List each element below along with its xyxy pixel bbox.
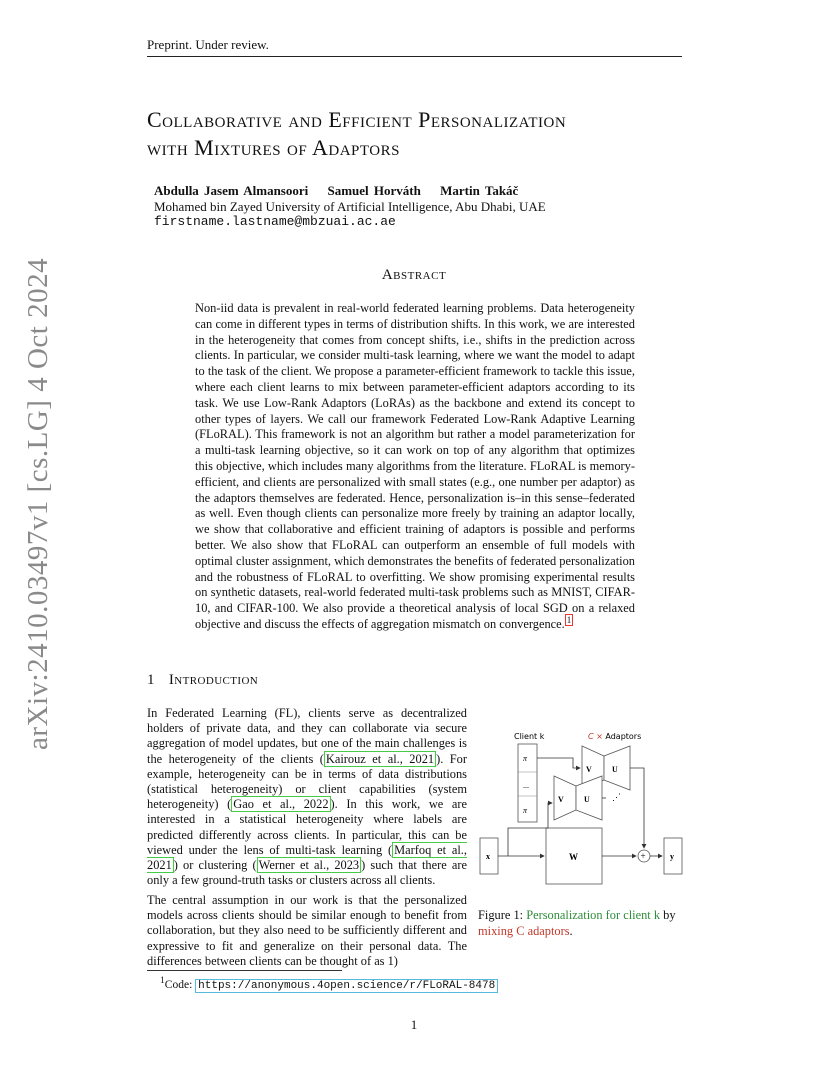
adaptor-dots: ⋰	[612, 792, 621, 802]
u-1-label: U	[584, 795, 590, 804]
client-label	[514, 732, 545, 741]
footnote-mark: 1	[160, 975, 165, 986]
intro-text-d: ) or clustering (	[173, 858, 257, 873]
author-list	[154, 183, 532, 199]
x-label: x	[486, 852, 490, 861]
running-header: Preprint. Under review.	[147, 37, 682, 57]
abstract-heading: Abstract	[381, 267, 447, 283]
footnote-link[interactable]: 1	[566, 614, 572, 625]
plus-label: +	[640, 851, 646, 861]
code-url-link[interactable]: https://anonymous.4open.science/r/FLoRAL-8478	[195, 979, 498, 993]
arxiv-stamp: arXiv:2410.03497v1 [cs.LG] 4 Oct 2024	[22, 257, 54, 750]
affiliation: Mohamed bin Zayed University of Artificial Intelligence, Abu Dhabi, UAE	[154, 199, 546, 214]
citation-marfoq[interactable]: Marfoq et al., 2021	[147, 842, 467, 873]
title-line-2: with Mixtures of Adaptors	[147, 135, 400, 160]
intro-text-b: ). For example, heterogeneity can be in terms of data distributions (statistical heterogeneity) or client capabilities (system heterogeneity) (	[147, 751, 468, 812]
abstract-text: Non-iid data is prevalent in real-world federated learning problems. Data heterogeneity can come in different types in terms of distribution shifts. In this work, we are interested in the heterogeneity that comes from concept shifts, i.e., shifts in the prediction across clients. In particular, we consider multi-task learning, where we want the model to adapt to the task of the client. We propose a parameter-efficient framework to tackle this issue, where each client learns to mix between parameter-efficient adaptors according to its task. We use Low-Rank Adaptors (LoRAs) as the backbone and extend its concept to other types of layers. We call our framework Federated Low-Rank Adaptive Learning (FLoRAL). This framework is not an algorithm but rather a model parameterization for a multi-task learning objective, so it can work on top of any algorithm that optimizes this objective, which includes many algorithms from the literature. FLoRAL is memory-efficient, and clients are personalized with small states (e.g., one number per adaptor) as the adaptors themselves are federated. Hence, personalization is–in this sense–federated as well. Even though clients can personalize more freely by training an adaptor locally, we show that collaborative and efficient training of adaptors is possible and performs better. We also show that FLoRAL can outperform an ensemble of full models with optimal cluster assignment, which demonstrates the benefits of federated personalization and the robustness of FLoRAL to overfitting. We show promising experimental results on synthetic datasets, real-world federated multi-task problems such as MNIST, CIFAR-10, and CIFAR-100. We also provide a theoretical analysis of local SGD on a relaxed objective and discuss the effects of aggregation mismatch on convergence.	[195, 301, 635, 631]
caption-mid: by	[660, 908, 676, 922]
intro-paragraph-2: The central assumption in our work is that the personalized models across clients should be similar enough to benefit from collaboration, but they also need to be sufficiently different and expressive to fit and generalize on their personal data. The differences between clients can be thought of as 1)	[147, 893, 467, 968]
figure-caption	[478, 908, 698, 939]
paper-title	[147, 106, 707, 162]
pi-dots: ...	[523, 781, 529, 790]
title-line-1: Collaborative and Efficient Personalization	[147, 107, 567, 132]
author-3: Martin Takáč	[440, 183, 519, 198]
adaptors-label: C × Adaptors	[588, 732, 642, 741]
intro-text-e: ) such that there are only a few ground-truth tasks or clusters across all clients.	[147, 858, 467, 888]
citation-gao[interactable]: Gao et al., 2022	[233, 797, 329, 812]
author-email: firstname.lastname@mbzuai.ac.ae	[154, 214, 396, 229]
caption-suffix: .	[569, 923, 573, 938]
caption-green: Personalization for client k	[526, 908, 661, 922]
pi-1-label: π	[523, 806, 528, 815]
v-1-label: V	[558, 795, 564, 804]
page-number: 1	[410, 1017, 418, 1032]
section-title: Introduction	[168, 672, 259, 688]
footnote	[160, 975, 498, 992]
client-label-text: Client k	[514, 732, 545, 741]
intro-text-c: ). In this work, we are interested in a statistical heterogeneity where labels are predicted differently across clients. In particular, this can be viewed under the lens of multi-task learning (	[147, 797, 468, 857]
intro-text-a: In Federated Learning (FL), clients serve as decentralized holders of private data, and they can collaborate via secure aggregation of model updates, but one of the main challenges is the heterogeneity of the clients (	[147, 706, 467, 766]
section-heading	[147, 672, 258, 689]
w-label: W	[569, 852, 578, 862]
caption-red: mixing C adaptors	[478, 923, 570, 938]
pi-c-label: π	[523, 754, 528, 763]
u-c-label: U	[612, 765, 618, 774]
footnote-rule	[147, 970, 342, 971]
footnote-label: Code:	[164, 978, 196, 991]
architecture-figure	[478, 728, 690, 900]
y-label: y	[670, 852, 674, 861]
v-c-label: V	[586, 765, 592, 774]
abstract-body	[195, 301, 635, 633]
author-1: Abdulla Jasem Almansoori	[154, 183, 309, 198]
citation-kairouz[interactable]: Kairouz et al., 2021	[325, 751, 435, 766]
caption-prefix: Figure 1:	[478, 908, 527, 922]
intro-paragraph-1	[147, 706, 467, 888]
section-number: 1	[147, 672, 155, 688]
citation-werner[interactable]: Werner et al., 2023	[258, 858, 360, 873]
author-2: Samuel Horváth	[327, 183, 421, 198]
